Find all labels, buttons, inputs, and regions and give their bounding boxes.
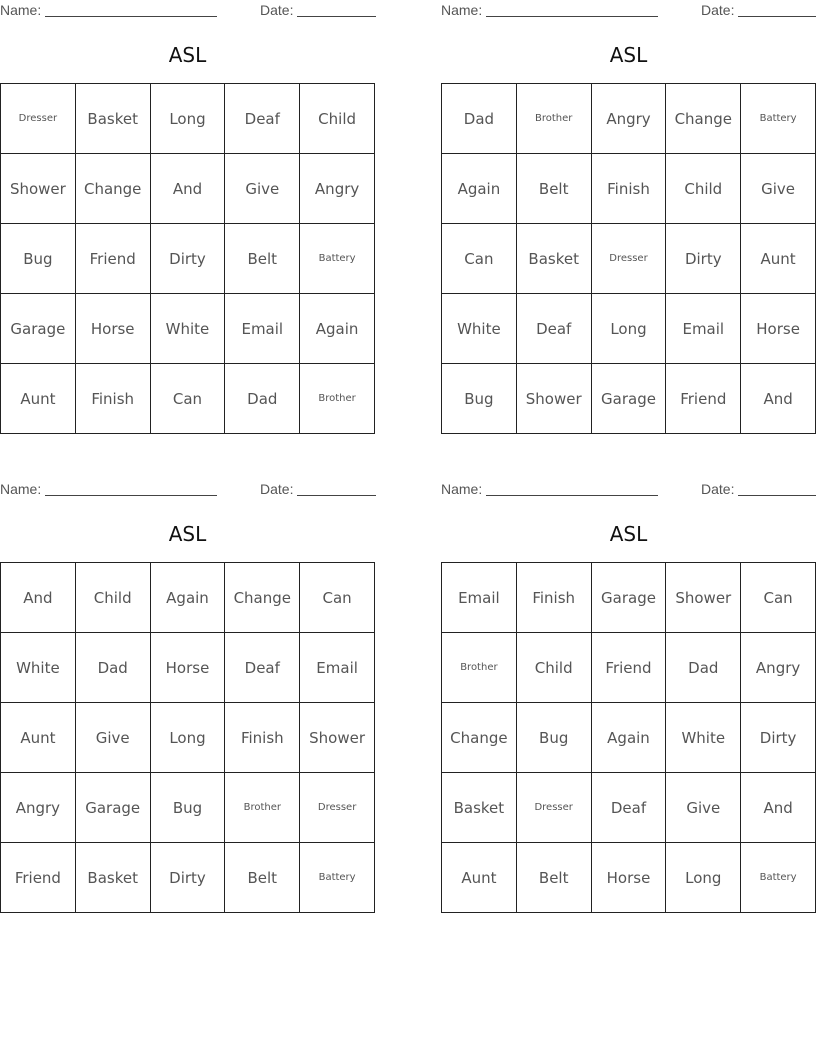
bingo-grid [441, 83, 816, 434]
card-title: ASL [609, 43, 648, 67]
grid-cell: And [1, 563, 76, 633]
grid-cell: Again [442, 154, 517, 224]
name-label: Name: [0, 481, 42, 497]
grid-cell: Finish [592, 154, 667, 224]
grid-cell: Basket [76, 843, 151, 913]
grid-cell: Bug [151, 773, 226, 843]
grid-cell: Brother [442, 633, 517, 703]
grid-cell: Child [666, 154, 741, 224]
bingo-card-3 [0, 479, 375, 913]
name-line [45, 16, 217, 17]
grid-cell: Give [225, 154, 300, 224]
grid-cell: Dresser [592, 224, 667, 294]
grid-cell: Can [151, 364, 226, 434]
grid-cell: Finish [76, 364, 151, 434]
grid-cell: Bug [442, 364, 517, 434]
name-label: Name: [0, 2, 42, 18]
card-header [441, 2, 816, 20]
grid-cell: Dresser [517, 773, 592, 843]
name-line [486, 16, 658, 17]
grid-cell: Brother [300, 364, 375, 434]
grid-cell: Battery [741, 843, 816, 913]
grid-cell: Deaf [225, 633, 300, 703]
grid-cell: And [151, 154, 226, 224]
grid-cell: Dirty [151, 843, 226, 913]
grid-cell: Child [300, 84, 375, 154]
card-header [441, 481, 816, 499]
grid-cell: Dresser [300, 773, 375, 843]
grid-cell: Give [666, 773, 741, 843]
grid-cell: Long [151, 703, 226, 773]
grid-cell: Battery [741, 84, 816, 154]
date-label: Date: [701, 481, 735, 497]
grid-cell: Shower [517, 364, 592, 434]
grid-cell: Garage [76, 773, 151, 843]
date-line [297, 16, 376, 17]
grid-cell: Dirty [666, 224, 741, 294]
grid-cell: Dresser [1, 84, 76, 154]
grid-cell: Horse [151, 633, 226, 703]
name-line [486, 495, 658, 496]
grid-cell: Long [592, 294, 667, 364]
grid-cell: Change [666, 84, 741, 154]
card-title: ASL [168, 522, 207, 546]
grid-cell: Belt [517, 154, 592, 224]
grid-cell: Garage [592, 563, 667, 633]
grid-cell: Shower [666, 563, 741, 633]
grid-cell: Friend [666, 364, 741, 434]
grid-cell: Brother [225, 773, 300, 843]
grid-cell: Dad [225, 364, 300, 434]
grid-cell: Horse [741, 294, 816, 364]
bingo-card-4 [441, 479, 816, 913]
grid-cell: Friend [76, 224, 151, 294]
grid-cell: Brother [517, 84, 592, 154]
grid-cell: Battery [300, 224, 375, 294]
card-title: ASL [609, 522, 648, 546]
bingo-grid [0, 83, 375, 434]
grid-cell: Deaf [517, 294, 592, 364]
card-header [0, 481, 375, 499]
grid-cell: Change [442, 703, 517, 773]
bingo-grid [441, 562, 816, 913]
grid-cell: Basket [442, 773, 517, 843]
grid-cell: White [442, 294, 517, 364]
grid-cell: Email [666, 294, 741, 364]
grid-cell: Shower [1, 154, 76, 224]
grid-cell: Can [442, 224, 517, 294]
grid-cell: Friend [1, 843, 76, 913]
grid-cell: Email [225, 294, 300, 364]
grid-cell: Long [666, 843, 741, 913]
grid-cell: Finish [225, 703, 300, 773]
grid-cell: Finish [517, 563, 592, 633]
grid-cell: Again [151, 563, 226, 633]
date-label: Date: [260, 2, 294, 18]
grid-cell: Horse [76, 294, 151, 364]
grid-cell: Can [741, 563, 816, 633]
grid-cell: White [666, 703, 741, 773]
grid-cell: Garage [1, 294, 76, 364]
grid-cell: Give [76, 703, 151, 773]
grid-cell: Battery [300, 843, 375, 913]
grid-cell: Horse [592, 843, 667, 913]
grid-cell: Aunt [741, 224, 816, 294]
grid-cell: Child [76, 563, 151, 633]
grid-cell: Belt [517, 843, 592, 913]
grid-cell: Again [300, 294, 375, 364]
grid-cell: And [741, 364, 816, 434]
grid-cell: Basket [76, 84, 151, 154]
grid-cell: Child [517, 633, 592, 703]
grid-cell: Dad [442, 84, 517, 154]
date-label: Date: [701, 2, 735, 18]
grid-cell: White [1, 633, 76, 703]
date-label: Date: [260, 481, 294, 497]
grid-cell: Belt [225, 224, 300, 294]
date-line [738, 495, 816, 496]
grid-cell: Aunt [442, 843, 517, 913]
grid-cell: Angry [1, 773, 76, 843]
grid-cell: Email [442, 563, 517, 633]
grid-cell: Dad [76, 633, 151, 703]
date-line [738, 16, 816, 17]
grid-cell: Bug [517, 703, 592, 773]
grid-cell: Shower [300, 703, 375, 773]
grid-cell: Friend [592, 633, 667, 703]
grid-cell: Can [300, 563, 375, 633]
grid-cell: Change [225, 563, 300, 633]
grid-cell: Angry [741, 633, 816, 703]
grid-cell: And [741, 773, 816, 843]
grid-cell: Deaf [225, 84, 300, 154]
grid-cell: Dirty [151, 224, 226, 294]
grid-cell: White [151, 294, 226, 364]
grid-cell: Bug [1, 224, 76, 294]
grid-cell: Angry [592, 84, 667, 154]
name-line [45, 495, 217, 496]
grid-cell: Deaf [592, 773, 667, 843]
grid-cell: Aunt [1, 364, 76, 434]
date-line [297, 495, 376, 496]
grid-cell: Again [592, 703, 667, 773]
grid-cell: Change [76, 154, 151, 224]
grid-cell: Belt [225, 843, 300, 913]
bingo-card-2 [441, 0, 816, 434]
bingo-card-1 [0, 0, 375, 434]
grid-cell: Garage [592, 364, 667, 434]
bingo-grid [0, 562, 375, 913]
grid-cell: Dirty [741, 703, 816, 773]
grid-cell: Dad [666, 633, 741, 703]
grid-cell: Long [151, 84, 226, 154]
grid-cell: Email [300, 633, 375, 703]
grid-cell: Aunt [1, 703, 76, 773]
card-header [0, 2, 375, 20]
name-label: Name: [441, 2, 483, 18]
name-label: Name: [441, 481, 483, 497]
card-title: ASL [168, 43, 207, 67]
grid-cell: Angry [300, 154, 375, 224]
grid-cell: Basket [517, 224, 592, 294]
grid-cell: Give [741, 154, 816, 224]
